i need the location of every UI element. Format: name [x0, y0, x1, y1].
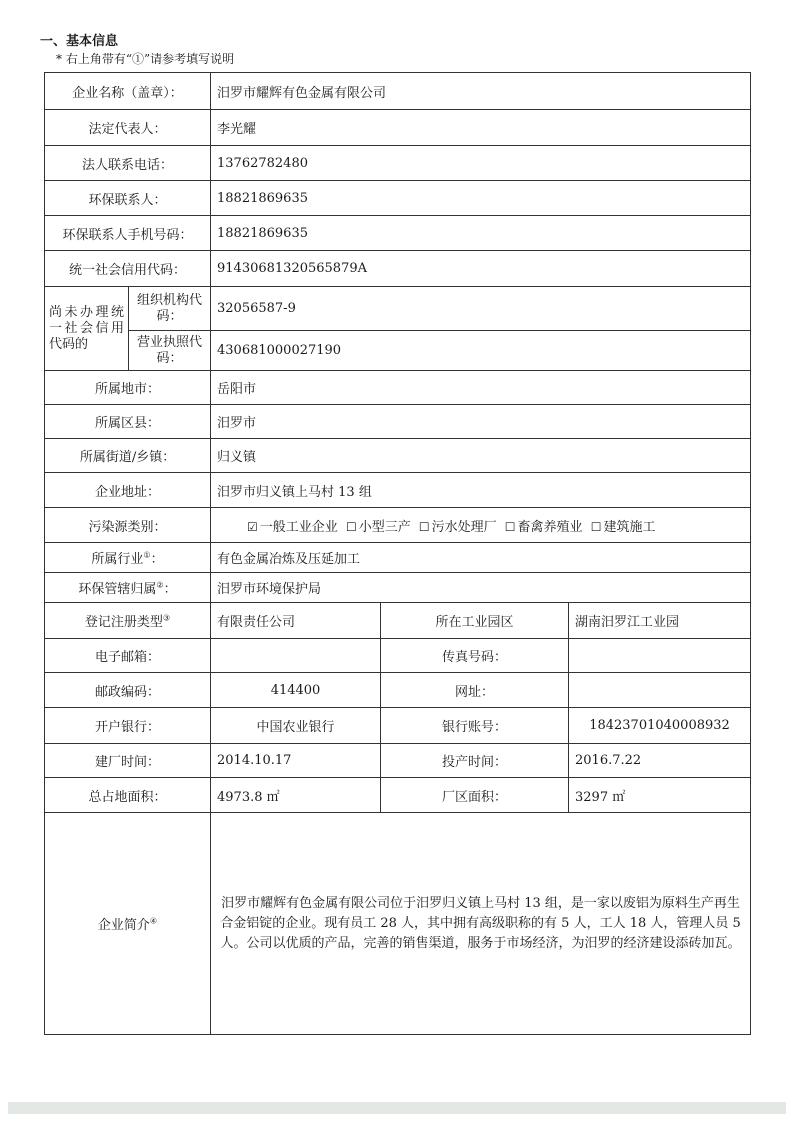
org-code-label: 组织机构代码： — [129, 287, 211, 331]
pollution-option-label: 污水处理厂 — [431, 519, 497, 535]
env-mobile-row — [45, 216, 751, 251]
email-row — [45, 639, 751, 673]
pollution-option-service[interactable] — [346, 520, 413, 535]
checkbox-icon[interactable]: ☐ — [504, 519, 516, 534]
legal-rep-value[interactable]: 李光耀 — [211, 110, 751, 146]
pollution-option-livestock[interactable] — [505, 520, 585, 535]
email-label: 电子邮箱： — [45, 639, 211, 673]
pollution-type-label: 污染源类别： — [45, 508, 211, 543]
city-value[interactable]: 岳阳市 — [211, 371, 751, 405]
postcode-label: 邮政编码： — [45, 673, 211, 708]
postcode-row — [45, 673, 751, 708]
industry-value[interactable]: 有色金属冶炼及压延加工 — [211, 543, 751, 573]
district-label: 所属区县： — [45, 405, 211, 439]
industrial-park-label: 所在工业园区 — [381, 603, 569, 639]
bank-row — [45, 708, 751, 744]
checkbox-icon[interactable]: ☐ — [590, 519, 602, 534]
fill-instruction-note: * 右上角带有“①”请参考填写说明 — [56, 52, 235, 66]
bank-label: 开户银行： — [45, 708, 211, 744]
intro-value[interactable]: 汨罗市耀辉有色金属有限公司位于汨罗归义镇上马村 13 组，是一家以废铝为原料生产再生合金铝锭的企业。现有员工 28 人，其中拥有高级职称的有 5 人，工人 18 人，管理人员 5 人。公司以优质的产品，完善的销售渠道，服务于市场经济，为汨罗的经济建设添砖加瓦。 — [211, 813, 751, 1035]
total-area-value[interactable]: 4973.8 ㎡ — [211, 778, 381, 813]
legal-phone-label: 法人联系电话： — [45, 146, 211, 181]
pollution-option-label: 一般工业企业 — [259, 519, 338, 535]
address-row — [45, 473, 751, 508]
env-contact-row — [45, 181, 751, 216]
industrial-park-value[interactable]: 湖南汨罗江工业园 — [569, 603, 751, 639]
factory-area-value[interactable]: 3297 ㎡ — [569, 778, 751, 813]
operation-date-label: 投产时间： — [381, 744, 569, 778]
fax-value[interactable] — [569, 639, 751, 673]
address-label: 企业地址： — [45, 473, 211, 508]
reg-type-row — [45, 603, 751, 639]
factory-area-label: 厂区面积： — [381, 778, 569, 813]
org-code-value[interactable]: 32056587-9 — [211, 287, 751, 331]
street-value[interactable]: 归义镇 — [211, 439, 751, 473]
district-value[interactable]: 汨罗市 — [211, 405, 751, 439]
website-label: 网址： — [381, 673, 569, 708]
reg-type-value[interactable]: 有限责任公司 — [211, 603, 381, 639]
section-heading: 一、基本信息 — [40, 34, 119, 49]
fax-label: 传真号码： — [381, 639, 569, 673]
city-row — [45, 371, 751, 405]
built-date-label: 建厂时间： — [45, 744, 211, 778]
street-label: 所属街道/乡镇： — [45, 439, 211, 473]
license-code-value[interactable]: 430681000027190 — [211, 331, 751, 371]
pollution-option-label: 建筑施工 — [603, 519, 656, 535]
legal-phone-row — [45, 146, 751, 181]
env-contact-value[interactable]: 18821869635 — [211, 181, 751, 216]
legal-rep-row — [45, 110, 751, 146]
intro-row — [45, 813, 751, 1035]
credit-code-label: 统一社会信用代码： — [45, 251, 211, 287]
org-code-row — [45, 287, 751, 331]
website-value[interactable] — [569, 673, 751, 708]
postcode-value[interactable]: 414400 — [211, 673, 381, 708]
street-row — [45, 439, 751, 473]
no-credit-code-label: 尚未办理统一社会信用代码的 — [45, 287, 129, 371]
credit-code-value[interactable]: 91430681320565879A — [211, 251, 751, 287]
env-contact-label: 环保联系人： — [45, 181, 211, 216]
checkbox-icon[interactable]: ☐ — [418, 519, 430, 534]
license-code-row — [45, 331, 751, 371]
intro-label: 企业简介④ — [45, 813, 211, 1035]
scan-bottom-band — [8, 1102, 786, 1114]
industry-label: 所属行业①： — [45, 543, 211, 573]
pollution-option-construction[interactable] — [591, 520, 658, 535]
area-row — [45, 778, 751, 813]
industry-row — [45, 543, 751, 573]
total-area-label: 总占地面积： — [45, 778, 211, 813]
company-name-row — [45, 73, 751, 110]
city-label: 所属地市： — [45, 371, 211, 405]
authority-label: 环保管辖归属②： — [45, 573, 211, 603]
reg-type-label: 登记注册类型③ — [45, 603, 211, 639]
legal-phone-value[interactable]: 13762782480 — [211, 146, 751, 181]
pollution-option-industrial[interactable] — [247, 520, 340, 535]
credit-code-row — [45, 251, 751, 287]
license-code-label: 营业执照代码： — [129, 331, 211, 371]
district-row — [45, 405, 751, 439]
company-name-label: 企业名称（盖章）： — [45, 73, 211, 110]
built-date-value[interactable]: 2014.10.17 — [211, 744, 381, 778]
pollution-option-label: 畜禽养殖业 — [517, 519, 583, 535]
email-value[interactable] — [211, 639, 381, 673]
pollution-option-sewage[interactable] — [419, 520, 499, 535]
legal-rep-label: 法定代表人： — [45, 110, 211, 146]
checkbox-icon[interactable]: ☐ — [345, 519, 357, 534]
pollution-option-label: 小型三产 — [358, 519, 411, 535]
env-mobile-value[interactable]: 18821869635 — [211, 216, 751, 251]
company-name-value[interactable]: 汨罗市耀辉有色金属有限公司 — [211, 73, 751, 110]
pollution-type-row — [45, 508, 751, 543]
authority-value[interactable]: 汨罗市环境保护局 — [211, 573, 751, 603]
operation-date-value[interactable]: 2016.7.22 — [569, 744, 751, 778]
env-mobile-label: 环保联系人手机号码： — [45, 216, 211, 251]
authority-row — [45, 573, 751, 603]
bank-account-value[interactable]: 18423701040008932 — [569, 708, 751, 744]
checkbox-checked-icon[interactable]: ☑ — [247, 519, 258, 534]
pollution-type-options — [211, 508, 751, 543]
address-value[interactable]: 汨罗市归义镇上马村 13 组 — [211, 473, 751, 508]
bank-value[interactable]: 中国农业银行 — [211, 708, 381, 744]
bank-account-label: 银行账号： — [381, 708, 569, 744]
dates-row — [45, 744, 751, 778]
basic-info-table — [44, 72, 751, 1035]
